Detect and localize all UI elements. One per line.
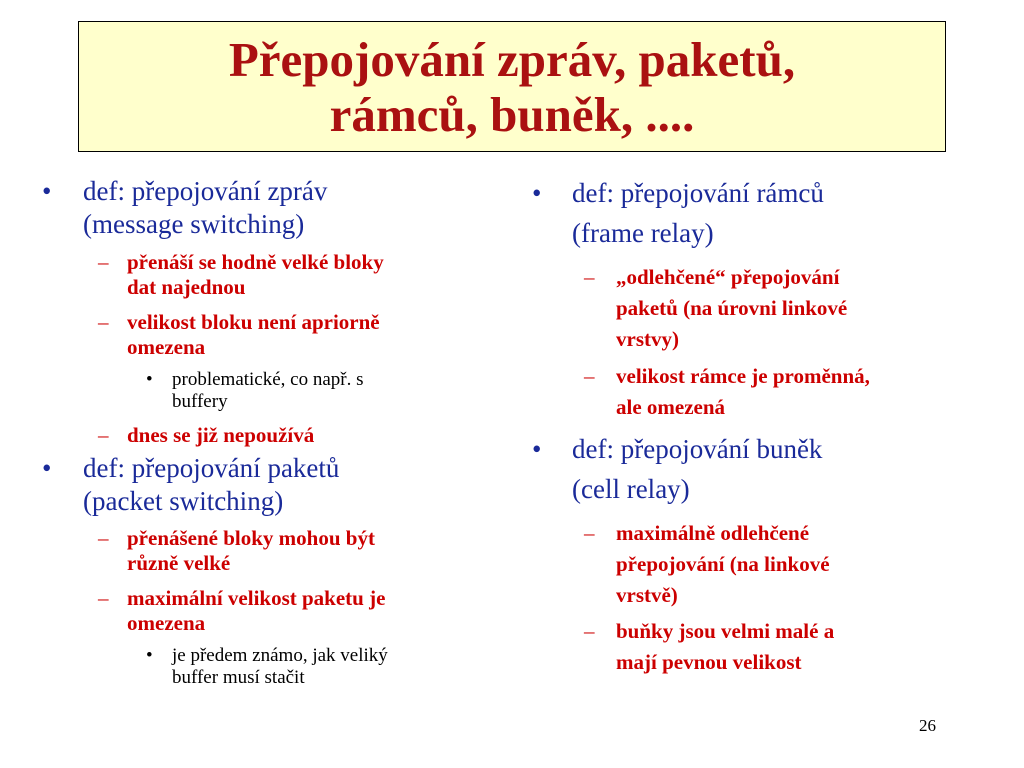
subbullet-text-line: dat najednou bbox=[127, 275, 246, 299]
bullet-text-line: (packet switching) bbox=[83, 486, 284, 516]
subbullet bbox=[530, 616, 980, 678]
bullet-text-line: def: přepojování paketů bbox=[83, 453, 340, 483]
bullet-marker: • bbox=[532, 434, 542, 464]
subbullet-text-line: omezena bbox=[127, 611, 206, 635]
dash-marker: – bbox=[98, 586, 109, 610]
subbullet-text-line: maximálně odlehčené bbox=[616, 521, 810, 545]
subbullet-text-line: velikost bloku není apriorně bbox=[127, 310, 380, 334]
subbullet bbox=[40, 423, 500, 448]
bullet-frame-relay bbox=[530, 173, 980, 253]
slide-title-box bbox=[78, 21, 946, 152]
subbullet-text-line: maximální velikost paketu je bbox=[127, 586, 386, 610]
dash-marker: – bbox=[584, 364, 595, 388]
bullet-marker: • bbox=[532, 178, 542, 208]
subbullet-text-line: vrstvě) bbox=[616, 583, 678, 607]
bullet-cell-relay bbox=[530, 429, 980, 509]
subbullet bbox=[530, 518, 980, 611]
dash-marker: – bbox=[98, 423, 109, 447]
bullet-text-line: def: přepojování buněk bbox=[572, 434, 823, 464]
dot-marker: • bbox=[146, 369, 153, 390]
subbullet-text-line: přenáší se hodně velké bloky bbox=[127, 250, 384, 274]
dash-marker: – bbox=[584, 521, 595, 545]
dash-marker: – bbox=[98, 310, 109, 334]
bullet-text-line: (frame relay) bbox=[572, 218, 714, 248]
bullet-text-line: (cell relay) bbox=[572, 474, 690, 504]
sub-subbullet-text-line: problematické, co např. s bbox=[172, 369, 364, 390]
slide-title-line-2: rámců, buněk, .... bbox=[329, 86, 695, 142]
dot-marker: • bbox=[146, 645, 153, 666]
subbullet bbox=[530, 262, 980, 355]
bullet-text-line: (message switching) bbox=[83, 209, 305, 239]
sub-subbullet-text-line: je předem známo, jak veliký bbox=[172, 645, 388, 666]
bullet-marker: • bbox=[42, 453, 52, 483]
page-number: 26 bbox=[919, 716, 936, 735]
slide-title-line-1: Přepojování zpráv, paketů, bbox=[228, 31, 796, 87]
dash-marker: – bbox=[584, 619, 595, 643]
subbullet-text-line: vrstvy) bbox=[616, 327, 679, 351]
subbullet-text-line: přepojování (na linkové bbox=[616, 552, 830, 576]
subbullet bbox=[40, 586, 500, 636]
subbullet-text-line: velikost rámce je proměnná, bbox=[616, 364, 870, 388]
sub-subbullet bbox=[40, 369, 500, 413]
subbullet-text-line: ale omezená bbox=[616, 395, 726, 419]
subbullet-text-line: dnes se již nepoužívá bbox=[127, 423, 315, 447]
subbullet-text-line: paketů (na úrovni linkové bbox=[616, 296, 848, 320]
sub-subbullet-text-line: buffery bbox=[172, 391, 228, 412]
left-column bbox=[40, 173, 500, 689]
right-column bbox=[530, 173, 980, 678]
bullet-marker: • bbox=[42, 176, 52, 206]
subbullet-text-line: různě velké bbox=[127, 551, 231, 575]
subbullet-text-line: omezena bbox=[127, 335, 206, 359]
subbullet bbox=[40, 526, 500, 576]
subbullet-text-line: mají pevnou velikost bbox=[616, 650, 802, 674]
subbullet-text-line: buňky jsou velmi malé a bbox=[616, 619, 835, 643]
subbullet-text-line: „odlehčené“ přepojování bbox=[616, 265, 840, 289]
subbullet bbox=[530, 361, 980, 423]
bullet-message-switching bbox=[40, 175, 500, 241]
dash-marker: – bbox=[98, 250, 109, 274]
dash-marker: – bbox=[98, 526, 109, 550]
bullet-packet-switching bbox=[40, 452, 500, 518]
subbullet bbox=[40, 250, 500, 300]
bullet-text-line: def: přepojování rámců bbox=[572, 178, 824, 208]
sub-subbullet-text-line: buffer musí stačit bbox=[172, 667, 305, 688]
subbullet-text-line: přenášené bloky mohou být bbox=[127, 526, 375, 550]
bullet-text-line: def: přepojování zpráv bbox=[83, 176, 328, 206]
subbullet bbox=[40, 310, 500, 360]
dash-marker: – bbox=[584, 265, 595, 289]
sub-subbullet bbox=[40, 645, 500, 689]
